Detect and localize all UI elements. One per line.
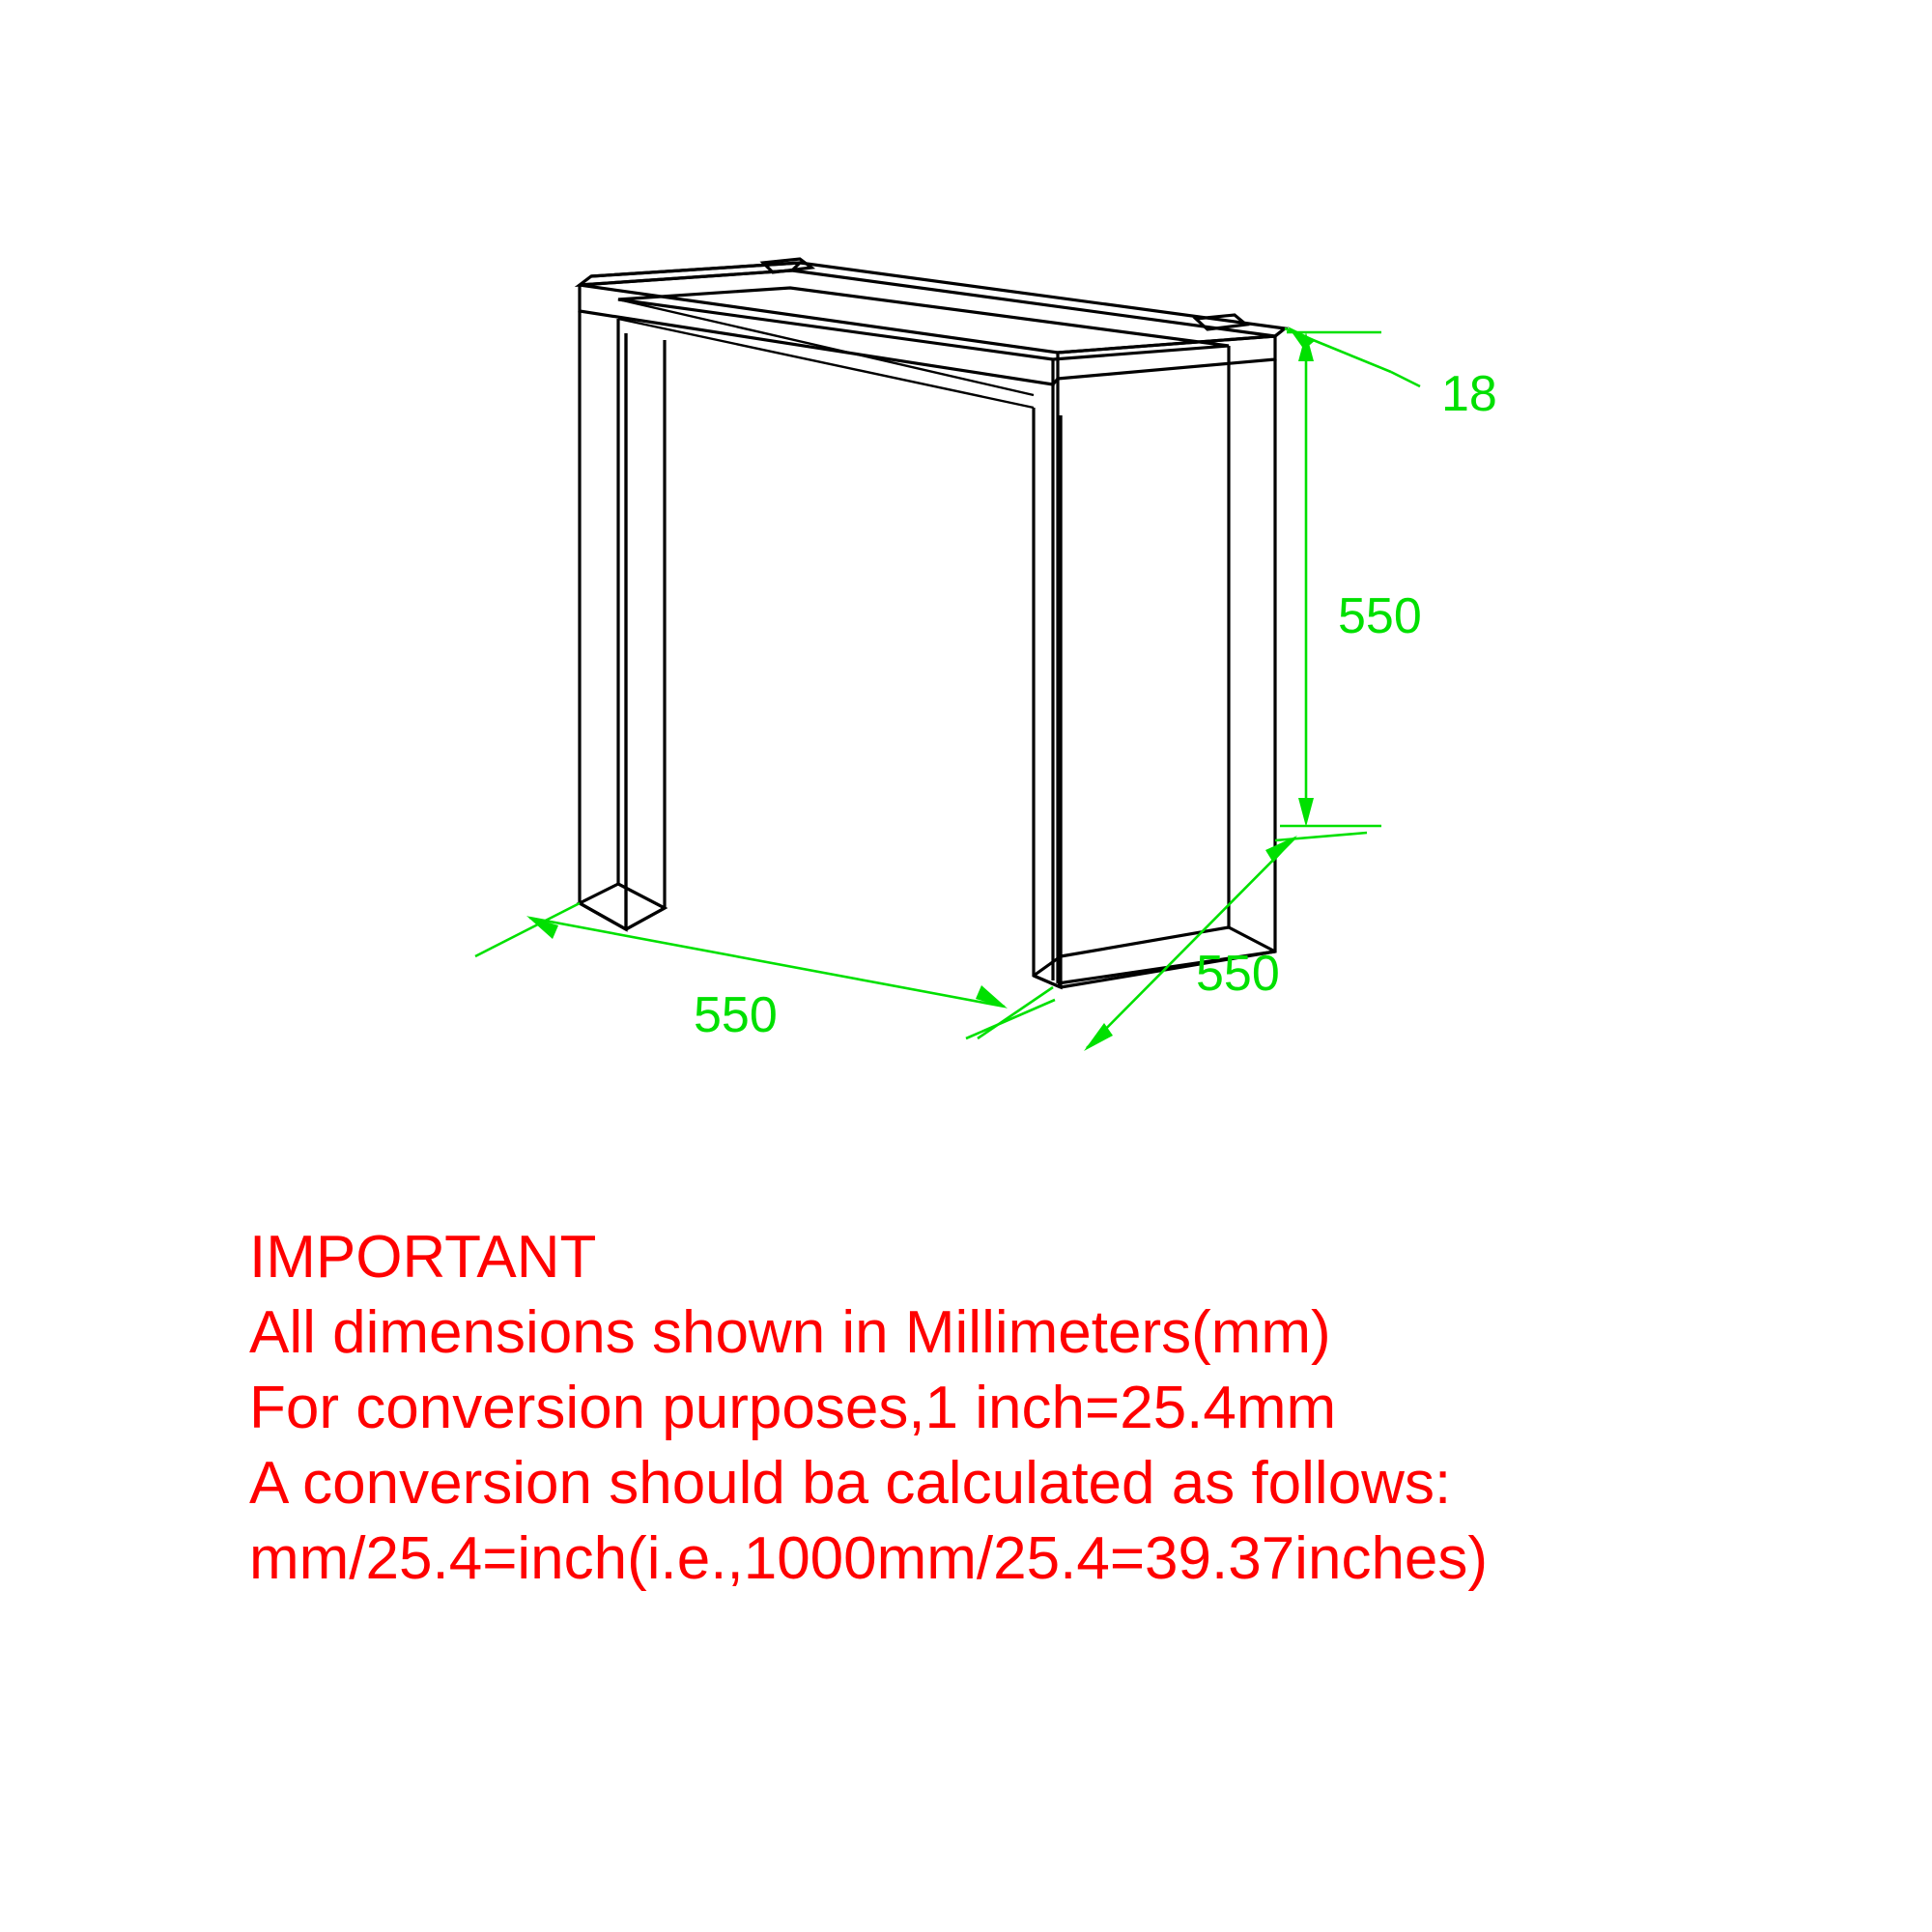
- dimension-thickness-18: [1285, 327, 1497, 422]
- dim-depth-ext-lower: [966, 1000, 1055, 1038]
- front-leg-inner-panel: [1061, 346, 1229, 956]
- top-frame-inner-opening: [618, 288, 1229, 359]
- front-leg-right-panel: [1061, 359, 1275, 987]
- notes-heading: IMPORTANT: [249, 1224, 597, 1291]
- dim-18-leader-tail: [1391, 372, 1420, 386]
- dim-width-ext-left: [475, 903, 580, 956]
- left-leg-foot-block: [580, 884, 665, 929]
- dimension-width-550: [475, 903, 1053, 1043]
- notes-line-3: A conversion should ba calculated as follows:: [249, 1450, 1452, 1517]
- dim-depth-ext-upper: [1275, 833, 1367, 840]
- dim-height-label: 550: [1338, 588, 1422, 644]
- frame-geometry: [580, 259, 1285, 987]
- front-left-rail-front-face: [580, 285, 1053, 384]
- notes-line-4: mm/25.4=inch(i.e.,1000mm/25.4=39.37inches): [249, 1525, 1489, 1592]
- top-right-rail-top-face: [591, 263, 1285, 336]
- dimension-height-550: [1280, 332, 1422, 827]
- important-notes-block: [249, 1224, 1488, 1592]
- dim-height-arrow-bottom: [1298, 798, 1314, 827]
- dim-18-label: 18: [1441, 366, 1497, 422]
- dimension-depth-550: [966, 833, 1367, 1051]
- dim-depth-label: 550: [1196, 946, 1280, 1002]
- dim-depth-line: [1087, 838, 1294, 1048]
- dim-width-label: 550: [694, 987, 778, 1043]
- notes-line-1: All dimensions shown in Millimeters(mm): [249, 1299, 1331, 1366]
- notes-line-2: For conversion purposes,1 inch=25.4mm: [249, 1375, 1337, 1441]
- inner-cross-rail-lower: [618, 319, 1034, 408]
- dim-18-arrowhead: [1288, 327, 1316, 350]
